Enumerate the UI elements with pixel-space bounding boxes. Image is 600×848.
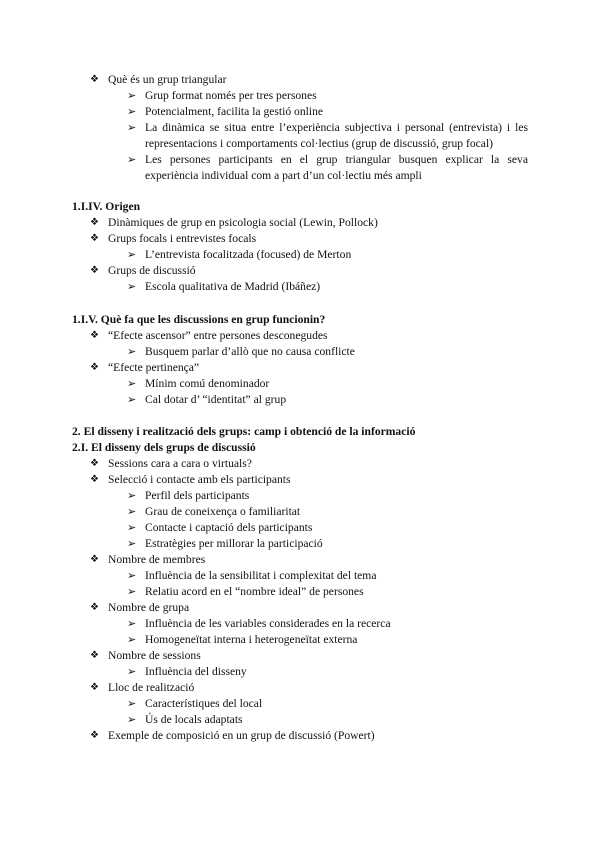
bullet-item (0, 456, 600, 472)
sub-bullet-text: Ús de locals adaptats (145, 713, 243, 726)
diamond-bullet-icon: ❖ (90, 217, 99, 228)
arrow-bullet-icon: ➢ (127, 154, 137, 166)
sub-bullet-item (0, 344, 600, 360)
sub-bullet-item (0, 152, 600, 184)
arrow-bullet-icon: ➢ (127, 281, 137, 293)
sub-bullet-item (0, 520, 600, 536)
arrow-bullet-icon: ➢ (127, 90, 137, 102)
diamond-bullet-icon: ❖ (90, 602, 99, 613)
sub-bullet-item (0, 632, 600, 648)
diamond-bullet-icon: ❖ (90, 474, 99, 485)
sub-bullet-text: Les persones participants en el grup triangular busquen explicar la seva experiència individual com a part d’un col·lectiu més ampli (145, 153, 528, 182)
bullet-item (0, 648, 600, 664)
bullet-item (0, 231, 600, 247)
bullet-text: Nombre de sessions (108, 649, 201, 662)
sub-bullet-text: Influència de la sensibilitat i complexitat del tema (145, 569, 377, 582)
bullet-text: Dinàmiques de grup en psicologia social (Lewin, Pollock) (108, 216, 378, 229)
diamond-bullet-icon: ❖ (90, 265, 99, 276)
sub-bullet-text: Homogeneïtat interna i heterogeneïtat externa (145, 633, 358, 646)
sub-bullet-item (0, 392, 600, 408)
bullet-text: Grups focals i entrevistes focals (108, 232, 257, 245)
sub-bullet-item (0, 696, 600, 712)
bullet-text: Nombre de membres (108, 553, 206, 566)
sub-bullet-text: Perfil dels participants (145, 489, 250, 502)
sub-bullet-text: Escola qualitativa de Madrid (Ibáñez) (145, 280, 321, 293)
sub-bullet-text: Característiques del local (145, 697, 263, 710)
bullet-text: Grups de discussió (108, 264, 196, 277)
arrow-bullet-icon: ➢ (127, 666, 137, 678)
diamond-bullet-icon: ❖ (90, 330, 99, 341)
sub-bullet-text: Influència del disseny (145, 665, 247, 678)
arrow-bullet-icon: ➢ (127, 634, 137, 646)
bullet-text: “Efecte pertinença” (108, 361, 200, 374)
arrow-bullet-icon: ➢ (127, 538, 137, 550)
sub-bullet-item (0, 279, 600, 295)
sub-bullet-text: L’entrevista focalitzada (focused) de Merton (145, 248, 352, 261)
sub-bullet-item (0, 376, 600, 392)
sub-bullet-text: Contacte i captació dels participants (145, 521, 313, 534)
bullet-text: Nombre de grupa (108, 601, 190, 614)
sub-bullet-text: Mínim comú denominador (145, 377, 270, 390)
section-origen (0, 199, 600, 295)
sub-bullet-text: La dinàmica se situa entre l’experiència subjectiva i personal (entrevista) i les representacions i comportaments col·lectius (grup de discussió, grup focal) (145, 121, 528, 150)
bullet-item (0, 728, 600, 744)
arrow-bullet-icon: ➢ (127, 346, 137, 358)
section-que-fa (0, 312, 600, 408)
arrow-bullet-icon: ➢ (127, 506, 137, 518)
arrow-bullet-icon: ➢ (127, 586, 137, 598)
section-disseny (0, 424, 600, 744)
bullet-item (0, 552, 600, 568)
arrow-bullet-icon: ➢ (127, 378, 137, 390)
sub-bullet-text: Busquem parlar d’allò que no causa conflicte (145, 345, 355, 358)
bullet-text: Lloc de realització (108, 681, 195, 694)
diamond-bullet-icon: ❖ (90, 682, 99, 693)
bullet-item (0, 472, 600, 488)
section-heading: 1.I.IV. Origen (72, 200, 141, 213)
bullet-text: Què és un grup triangular (108, 73, 227, 86)
sub-bullet-text: Potencialment, facilita la gestió online (145, 105, 324, 118)
section-heading: 1.I.V. Què fa que les discussions en grup funcionin? (72, 313, 326, 326)
sub-bullet-text: Relatiu acord en el “nombre ideal” de persones (145, 585, 364, 598)
arrow-bullet-icon: ➢ (127, 490, 137, 502)
sub-bullet-text: Influència de les variables considerades en la recerca (145, 617, 391, 630)
sub-bullet-item (0, 120, 600, 152)
sub-bullet-item (0, 247, 600, 263)
diamond-bullet-icon: ❖ (90, 458, 99, 469)
bullet-item (0, 72, 600, 88)
sub-bullet-item (0, 584, 600, 600)
sub-bullet-text: Grau de coneixença o familiaritat (145, 505, 301, 518)
arrow-bullet-icon: ➢ (127, 522, 137, 534)
bullet-item (0, 215, 600, 231)
section-heading: 2.I. El disseny dels grups de discussió (72, 441, 256, 454)
arrow-bullet-icon: ➢ (127, 698, 137, 710)
arrow-bullet-icon: ➢ (127, 394, 137, 406)
bullet-item (0, 360, 600, 376)
sub-bullet-item (0, 664, 600, 680)
sub-bullet-item (0, 568, 600, 584)
bullet-text: Selecció i contacte amb els participants (108, 473, 291, 486)
sub-bullet-text: Grup format només per tres persones (145, 89, 317, 102)
sub-bullet-item (0, 504, 600, 520)
diamond-bullet-icon: ❖ (90, 554, 99, 565)
chapter-heading: 2. El disseny i realització dels grups: camp i obtenció de la informació (72, 425, 416, 438)
sub-bullet-item (0, 88, 600, 104)
sub-bullet-item (0, 616, 600, 632)
arrow-bullet-icon: ➢ (127, 618, 137, 630)
section-grup-triangular (0, 72, 600, 184)
diamond-bullet-icon: ❖ (90, 730, 99, 741)
bullet-item (0, 680, 600, 696)
arrow-bullet-icon: ➢ (127, 122, 137, 134)
arrow-bullet-icon: ➢ (127, 570, 137, 582)
sub-bullet-text: Estratègies per millorar la participació (145, 537, 323, 550)
diamond-bullet-icon: ❖ (90, 650, 99, 661)
sub-bullet-item (0, 104, 600, 120)
bullet-item (0, 600, 600, 616)
sub-bullet-item (0, 536, 600, 552)
arrow-bullet-icon: ➢ (127, 714, 137, 726)
bullet-text: Sessions cara a cara o virtuals? (108, 457, 252, 470)
bullet-item (0, 328, 600, 344)
sub-bullet-text: Cal dotar d’ “identitat” al grup (145, 393, 287, 406)
sub-bullet-item (0, 712, 600, 728)
diamond-bullet-icon: ❖ (90, 233, 99, 244)
sub-bullet-item (0, 488, 600, 504)
arrow-bullet-icon: ➢ (127, 249, 137, 261)
bullet-text: Exemple de composició en un grup de discussió (Powert) (108, 729, 375, 742)
diamond-bullet-icon: ❖ (90, 362, 99, 373)
bullet-item (0, 263, 600, 279)
arrow-bullet-icon: ➢ (127, 106, 137, 118)
diamond-bullet-icon: ❖ (90, 74, 99, 85)
bullet-text: “Efecte ascensor” entre persones desconegudes (108, 329, 328, 342)
